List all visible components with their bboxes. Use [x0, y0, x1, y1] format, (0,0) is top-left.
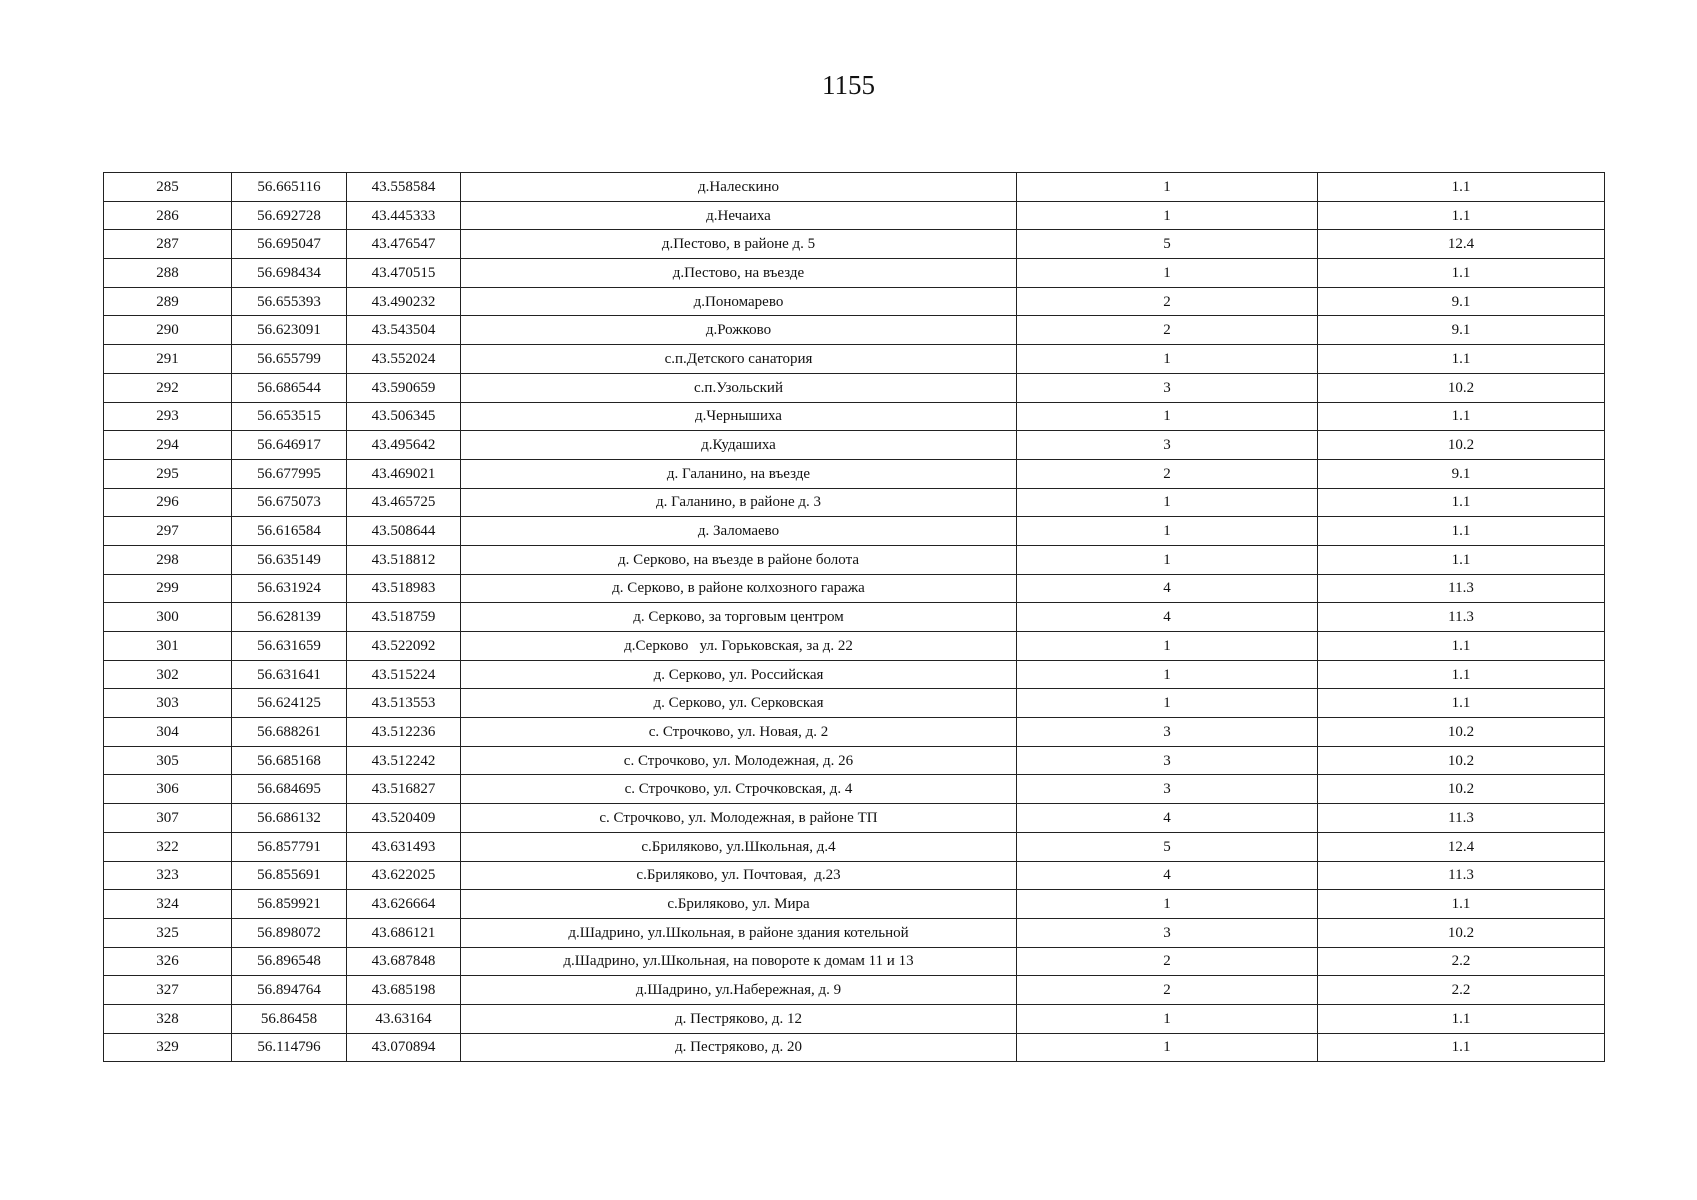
location-cell: д. Серково, в районе колхозного гаража	[461, 574, 1017, 603]
latitude-cell: 56.688261	[232, 718, 347, 747]
longitude-cell: 43.518759	[347, 603, 461, 632]
table-row	[104, 574, 1605, 603]
latitude-cell: 56.692728	[232, 201, 347, 230]
count-cell: 2	[1017, 316, 1318, 345]
code-cell: 10.2	[1318, 918, 1605, 947]
table-row	[104, 976, 1605, 1005]
longitude-cell: 43.520409	[347, 804, 461, 833]
latitude-cell: 56.653515	[232, 402, 347, 431]
latitude-cell: 56.896548	[232, 947, 347, 976]
longitude-cell: 43.63164	[347, 1004, 461, 1033]
table-row	[104, 947, 1605, 976]
location-cell: д.Пестово, на въезде	[461, 259, 1017, 288]
location-cell: с. Строчково, ул. Молодежная, д. 26	[461, 746, 1017, 775]
count-cell: 1	[1017, 173, 1318, 202]
longitude-cell: 43.469021	[347, 459, 461, 488]
row-number-cell: 326	[104, 947, 232, 976]
longitude-cell: 43.631493	[347, 832, 461, 861]
location-cell: д. Пестряково, д. 20	[461, 1033, 1017, 1062]
longitude-cell: 43.513553	[347, 689, 461, 718]
count-cell: 1	[1017, 890, 1318, 919]
longitude-cell: 43.470515	[347, 259, 461, 288]
location-cell: д.Нечаиха	[461, 201, 1017, 230]
table-row	[104, 230, 1605, 259]
latitude-cell: 56.646917	[232, 431, 347, 460]
row-number-cell: 297	[104, 517, 232, 546]
table-row	[104, 632, 1605, 661]
longitude-cell: 43.476547	[347, 230, 461, 259]
longitude-cell: 43.512236	[347, 718, 461, 747]
count-cell: 1	[1017, 660, 1318, 689]
table-row	[104, 890, 1605, 919]
code-cell: 1.1	[1318, 173, 1605, 202]
code-cell: 9.1	[1318, 316, 1605, 345]
location-cell: д.Шадрино, ул.Школьная, на повороте к домам 11 и 13	[461, 947, 1017, 976]
code-cell: 10.2	[1318, 775, 1605, 804]
code-cell: 10.2	[1318, 746, 1605, 775]
latitude-cell: 56.855691	[232, 861, 347, 890]
count-cell: 3	[1017, 775, 1318, 804]
latitude-cell: 56.677995	[232, 459, 347, 488]
latitude-cell: 56.655393	[232, 287, 347, 316]
latitude-cell: 56.616584	[232, 517, 347, 546]
longitude-cell: 43.490232	[347, 287, 461, 316]
location-cell: д.Серково ул. Горьковская, за д. 22	[461, 632, 1017, 661]
table-row	[104, 316, 1605, 345]
count-cell: 5	[1017, 832, 1318, 861]
location-cell: д. Заломаево	[461, 517, 1017, 546]
row-number-cell: 323	[104, 861, 232, 890]
count-cell: 1	[1017, 488, 1318, 517]
count-cell: 1	[1017, 1004, 1318, 1033]
location-cell: с. Строчково, ул. Молодежная, в районе ТП	[461, 804, 1017, 833]
row-number-cell: 300	[104, 603, 232, 632]
longitude-cell: 43.552024	[347, 345, 461, 374]
count-cell: 2	[1017, 976, 1318, 1005]
code-cell: 11.3	[1318, 861, 1605, 890]
table-row	[104, 832, 1605, 861]
count-cell: 1	[1017, 517, 1318, 546]
row-number-cell: 289	[104, 287, 232, 316]
longitude-cell: 43.687848	[347, 947, 461, 976]
table-row	[104, 718, 1605, 747]
latitude-cell: 56.857791	[232, 832, 347, 861]
table-row	[104, 918, 1605, 947]
code-cell: 1.1	[1318, 660, 1605, 689]
code-cell: 12.4	[1318, 832, 1605, 861]
latitude-cell: 56.685168	[232, 746, 347, 775]
code-cell: 2.2	[1318, 947, 1605, 976]
count-cell: 1	[1017, 1033, 1318, 1062]
table-row	[104, 603, 1605, 632]
location-cell: д. Пестряково, д. 12	[461, 1004, 1017, 1033]
location-cell: с.Бриляково, ул. Мира	[461, 890, 1017, 919]
row-number-cell: 287	[104, 230, 232, 259]
table-row	[104, 545, 1605, 574]
location-cell: д.Рожково	[461, 316, 1017, 345]
table-row	[104, 173, 1605, 202]
longitude-cell: 43.518983	[347, 574, 461, 603]
code-cell: 1.1	[1318, 402, 1605, 431]
latitude-cell: 56.114796	[232, 1033, 347, 1062]
count-cell: 3	[1017, 431, 1318, 460]
latitude-cell: 56.686132	[232, 804, 347, 833]
location-cell: с.п.Узольский	[461, 373, 1017, 402]
location-cell: д.Чернышиха	[461, 402, 1017, 431]
code-cell: 9.1	[1318, 287, 1605, 316]
count-cell: 1	[1017, 201, 1318, 230]
count-cell: 3	[1017, 746, 1318, 775]
latitude-cell: 56.665116	[232, 173, 347, 202]
table-row	[104, 201, 1605, 230]
longitude-cell: 43.590659	[347, 373, 461, 402]
row-number-cell: 299	[104, 574, 232, 603]
row-number-cell: 293	[104, 402, 232, 431]
row-number-cell: 296	[104, 488, 232, 517]
row-number-cell: 302	[104, 660, 232, 689]
latitude-cell: 56.894764	[232, 976, 347, 1005]
table-row	[104, 660, 1605, 689]
table-row	[104, 689, 1605, 718]
location-cell: с. Строчково, ул. Новая, д. 2	[461, 718, 1017, 747]
location-cell: д. Галанино, в районе д. 3	[461, 488, 1017, 517]
location-cell: д. Серково, на въезде в районе болота	[461, 545, 1017, 574]
row-number-cell: 306	[104, 775, 232, 804]
longitude-cell: 43.558584	[347, 173, 461, 202]
longitude-cell: 43.685198	[347, 976, 461, 1005]
location-cell: д.Шадрино, ул.Школьная, в районе здания котельной	[461, 918, 1017, 947]
code-cell: 12.4	[1318, 230, 1605, 259]
longitude-cell: 43.626664	[347, 890, 461, 919]
count-cell: 5	[1017, 230, 1318, 259]
row-number-cell: 294	[104, 431, 232, 460]
longitude-cell: 43.543504	[347, 316, 461, 345]
table-row	[104, 459, 1605, 488]
count-cell: 1	[1017, 545, 1318, 574]
table-row	[104, 402, 1605, 431]
code-cell: 10.2	[1318, 431, 1605, 460]
count-cell: 3	[1017, 373, 1318, 402]
longitude-cell: 43.506345	[347, 402, 461, 431]
count-cell: 1	[1017, 402, 1318, 431]
code-cell: 11.3	[1318, 804, 1605, 833]
latitude-cell: 56.631641	[232, 660, 347, 689]
count-cell: 4	[1017, 861, 1318, 890]
table-row	[104, 746, 1605, 775]
longitude-cell: 43.518812	[347, 545, 461, 574]
data-table	[103, 172, 1605, 1062]
code-cell: 10.2	[1318, 373, 1605, 402]
code-cell: 1.1	[1318, 890, 1605, 919]
longitude-cell: 43.445333	[347, 201, 461, 230]
row-number-cell: 305	[104, 746, 232, 775]
row-number-cell: 285	[104, 173, 232, 202]
row-number-cell: 301	[104, 632, 232, 661]
latitude-cell: 56.655799	[232, 345, 347, 374]
location-cell: с. Строчково, ул. Строчковская, д. 4	[461, 775, 1017, 804]
latitude-cell: 56.859921	[232, 890, 347, 919]
location-cell: д.Пономарево	[461, 287, 1017, 316]
latitude-cell: 56.686544	[232, 373, 347, 402]
row-number-cell: 288	[104, 259, 232, 288]
table-row	[104, 431, 1605, 460]
count-cell: 1	[1017, 689, 1318, 718]
code-cell: 1.1	[1318, 632, 1605, 661]
table-row	[104, 287, 1605, 316]
code-cell: 1.1	[1318, 689, 1605, 718]
table-row	[104, 488, 1605, 517]
latitude-cell: 56.628139	[232, 603, 347, 632]
table-body	[104, 173, 1605, 1062]
code-cell: 1.1	[1318, 488, 1605, 517]
count-cell: 1	[1017, 259, 1318, 288]
table-row	[104, 517, 1605, 546]
latitude-cell: 56.698434	[232, 259, 347, 288]
count-cell: 4	[1017, 574, 1318, 603]
row-number-cell: 286	[104, 201, 232, 230]
latitude-cell: 56.86458	[232, 1004, 347, 1033]
code-cell: 10.2	[1318, 718, 1605, 747]
row-number-cell: 298	[104, 545, 232, 574]
row-number-cell: 328	[104, 1004, 232, 1033]
row-number-cell: 295	[104, 459, 232, 488]
count-cell: 1	[1017, 345, 1318, 374]
code-cell: 1.1	[1318, 201, 1605, 230]
count-cell: 4	[1017, 804, 1318, 833]
count-cell: 2	[1017, 947, 1318, 976]
table-row	[104, 259, 1605, 288]
count-cell: 3	[1017, 718, 1318, 747]
count-cell: 4	[1017, 603, 1318, 632]
code-cell: 1.1	[1318, 1004, 1605, 1033]
location-cell: д. Серково, за торговым центром	[461, 603, 1017, 632]
location-cell: д.Шадрино, ул.Набережная, д. 9	[461, 976, 1017, 1005]
location-cell: с.Бриляково, ул. Почтовая, д.23	[461, 861, 1017, 890]
row-number-cell: 322	[104, 832, 232, 861]
count-cell: 1	[1017, 632, 1318, 661]
row-number-cell: 291	[104, 345, 232, 374]
count-cell: 2	[1017, 459, 1318, 488]
location-cell: с.п.Детского санатория	[461, 345, 1017, 374]
longitude-cell: 43.512242	[347, 746, 461, 775]
longitude-cell: 43.508644	[347, 517, 461, 546]
latitude-cell: 56.635149	[232, 545, 347, 574]
row-number-cell: 324	[104, 890, 232, 919]
location-cell: д. Серково, ул. Российская	[461, 660, 1017, 689]
longitude-cell: 43.516827	[347, 775, 461, 804]
latitude-cell: 56.898072	[232, 918, 347, 947]
table-row	[104, 775, 1605, 804]
longitude-cell: 43.515224	[347, 660, 461, 689]
location-cell: д.Кудашиха	[461, 431, 1017, 460]
table-row	[104, 1004, 1605, 1033]
latitude-cell: 56.624125	[232, 689, 347, 718]
table-row	[104, 373, 1605, 402]
count-cell: 3	[1017, 918, 1318, 947]
longitude-cell: 43.622025	[347, 861, 461, 890]
location-cell: д. Серково, ул. Серковская	[461, 689, 1017, 718]
code-cell: 2.2	[1318, 976, 1605, 1005]
row-number-cell: 303	[104, 689, 232, 718]
row-number-cell: 327	[104, 976, 232, 1005]
code-cell: 9.1	[1318, 459, 1605, 488]
longitude-cell: 43.522092	[347, 632, 461, 661]
longitude-cell: 43.465725	[347, 488, 461, 517]
location-cell: д. Галанино, на въезде	[461, 459, 1017, 488]
table-row	[104, 345, 1605, 374]
row-number-cell: 304	[104, 718, 232, 747]
table-row	[104, 804, 1605, 833]
table-row	[104, 861, 1605, 890]
count-cell: 2	[1017, 287, 1318, 316]
row-number-cell: 290	[104, 316, 232, 345]
row-number-cell: 292	[104, 373, 232, 402]
latitude-cell: 56.631659	[232, 632, 347, 661]
longitude-cell: 43.070894	[347, 1033, 461, 1062]
longitude-cell: 43.495642	[347, 431, 461, 460]
code-cell: 1.1	[1318, 259, 1605, 288]
latitude-cell: 56.675073	[232, 488, 347, 517]
latitude-cell: 56.695047	[232, 230, 347, 259]
code-cell: 1.1	[1318, 345, 1605, 374]
page-number: 1155	[822, 70, 875, 100]
row-number-cell: 329	[104, 1033, 232, 1062]
location-cell: д.Пестово, в районе д. 5	[461, 230, 1017, 259]
code-cell: 11.3	[1318, 603, 1605, 632]
latitude-cell: 56.684695	[232, 775, 347, 804]
code-cell: 1.1	[1318, 545, 1605, 574]
location-cell: с.Бриляково, ул.Школьная, д.4	[461, 832, 1017, 861]
latitude-cell: 56.623091	[232, 316, 347, 345]
longitude-cell: 43.686121	[347, 918, 461, 947]
row-number-cell: 325	[104, 918, 232, 947]
code-cell: 11.3	[1318, 574, 1605, 603]
row-number-cell: 307	[104, 804, 232, 833]
code-cell: 1.1	[1318, 1033, 1605, 1062]
code-cell: 1.1	[1318, 517, 1605, 546]
table-row	[104, 1033, 1605, 1062]
latitude-cell: 56.631924	[232, 574, 347, 603]
location-cell: д.Налескино	[461, 173, 1017, 202]
